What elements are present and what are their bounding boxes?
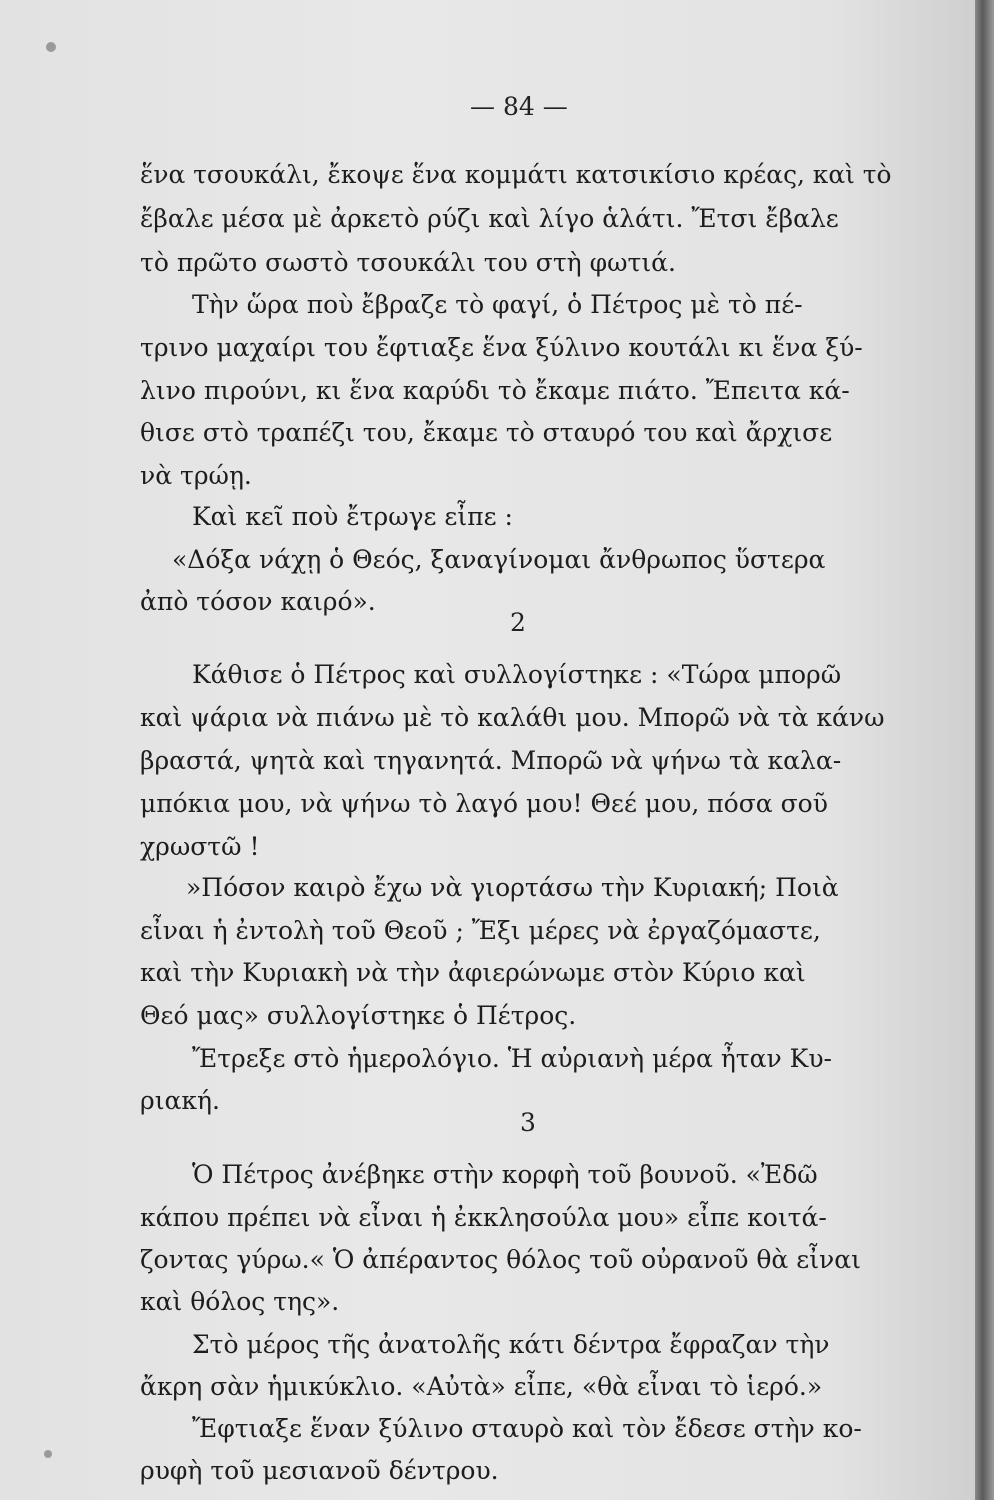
text-line: Ὁ Πέτρος ἀνέβηκε στὴν κορφὴ τοῦ βουνοῦ. «Ἐδῶ [192, 1160, 818, 1189]
page-number: — 84 — [470, 92, 568, 121]
text-line: καὶ θόλος της». [140, 1287, 340, 1316]
text-line: κάπου πρέπει νὰ εἶναι ἡ ἐκκλησούλα μου» εἶπε κοιτά- [140, 1203, 827, 1232]
text-line: Καὶ κεῖ ποὺ ἔτρωγε εἶπε : [192, 502, 513, 531]
text-line: Θεό μας» συλλογίστηκε ὁ Πέτρος. [140, 1001, 577, 1030]
text-line: ριακή. [140, 1086, 220, 1115]
text-line: Τὴν ὥρα ποὺ ἔβραζε τὸ φαγί, ὁ Πέτρος μὲ τὸ πέ- [192, 290, 803, 319]
text-line: Κάθισε ὁ Πέτρος καὶ συλλογίστηκε : «Τώρα μπορῶ [192, 660, 842, 689]
text-line: καὶ τὴν Κυριακὴ νὰ τὴν ἀφιερώνωμε στὸν Κύριο καὶ [140, 958, 806, 987]
text-line: νὰ τρώῃ. [140, 461, 252, 490]
section-number: 2 [510, 608, 526, 637]
section-number: 3 [520, 1108, 536, 1137]
paper-speck [46, 42, 56, 52]
text-line: ἔβαλε μέσα μὲ ἀρκετὸ ρύζι καὶ λίγο ἁλάτι. Ἔτσι ἔβαλε [140, 204, 839, 233]
text-line: «Δόξα νάχῃ ὁ Θεός, ξαναγίνομαι ἄνθρωπος ὕστερα [172, 545, 826, 574]
text-line: τὸ πρῶτο σωστὸ τσουκάλι του στὴ φωτιά. [140, 248, 676, 277]
text-line: καὶ ψάρια νὰ πιάνω μὲ τὸ καλάθι μου. Μπορῶ νὰ τὰ κάνω [140, 703, 885, 732]
text-line: ἀπὸ τόσον καιρό». [140, 587, 376, 616]
text-line: χρωστῶ ! [140, 832, 260, 861]
text-line: τρινο μαχαίρι του ἔφτιαξε ἕνα ξύλινο κουτάλι κι ἕνα ξύ- [140, 333, 863, 362]
text-line: εἶναι ἡ ἐντολὴ τοῦ Θεοῦ ; Ἔξι μέρες νὰ ἐργαζόμαστε, [140, 916, 821, 945]
text-line: Ἔτρεξε στὸ ἡμερολόγιο. Ἡ αὐριανὴ μέρα ἦταν Κυ- [192, 1044, 832, 1073]
text-line: μπόκια μου, νὰ ψήνω τὸ λαγό μου! Θεέ μου, πόσα σοῦ [140, 789, 828, 818]
text-line: ζοντας γύρω.« Ὁ ἀπέραντος θόλος τοῦ οὐρανοῦ θὰ εἶναι [140, 1245, 861, 1274]
text-line: ρυφὴ τοῦ μεσιανοῦ δέντρου. [140, 1456, 499, 1485]
text-line: Ἔφτιαξε ἕναν ξύλινο σταυρὸ καὶ τὸν ἔδεσε στὴν κο- [192, 1414, 862, 1443]
text-line: Στὸ μέρος τῆς ἀνατολῆς κάτι δέντρα ἔφραζαν τὴν [192, 1330, 830, 1359]
text-line: βραστά, ψητὰ καὶ τηγανητά. Μπορῶ νὰ ψήνω τὰ καλα- [140, 746, 842, 775]
text-line: λινο πιρούνι, κι ἕνα καρύδι τὸ ἔκαμε πιάτο. Ἔπειτα κά- [140, 376, 850, 405]
text-line: ἕνα τσουκάλι, ἔκοψε ἕνα κομμάτι κατσικίσιο κρέας, καὶ τὸ [140, 160, 892, 189]
paper-speck [44, 1450, 52, 1458]
book-spine-edge [975, 0, 994, 1500]
text-line: θισε στὸ τραπέζι του, ἔκαμε τὸ σταυρό του καὶ ἄρχισε [140, 418, 833, 447]
text-line: »Πόσον καιρὸ ἔχω νὰ γιορτάσω τὴν Κυριακή; Ποιὰ [186, 873, 839, 902]
text-line: ἄκρη σὰν ἡμικύκλιο. «Αὐτὰ» εἶπε, «θὰ εἶναι τὸ ἱερό.» [140, 1372, 823, 1401]
